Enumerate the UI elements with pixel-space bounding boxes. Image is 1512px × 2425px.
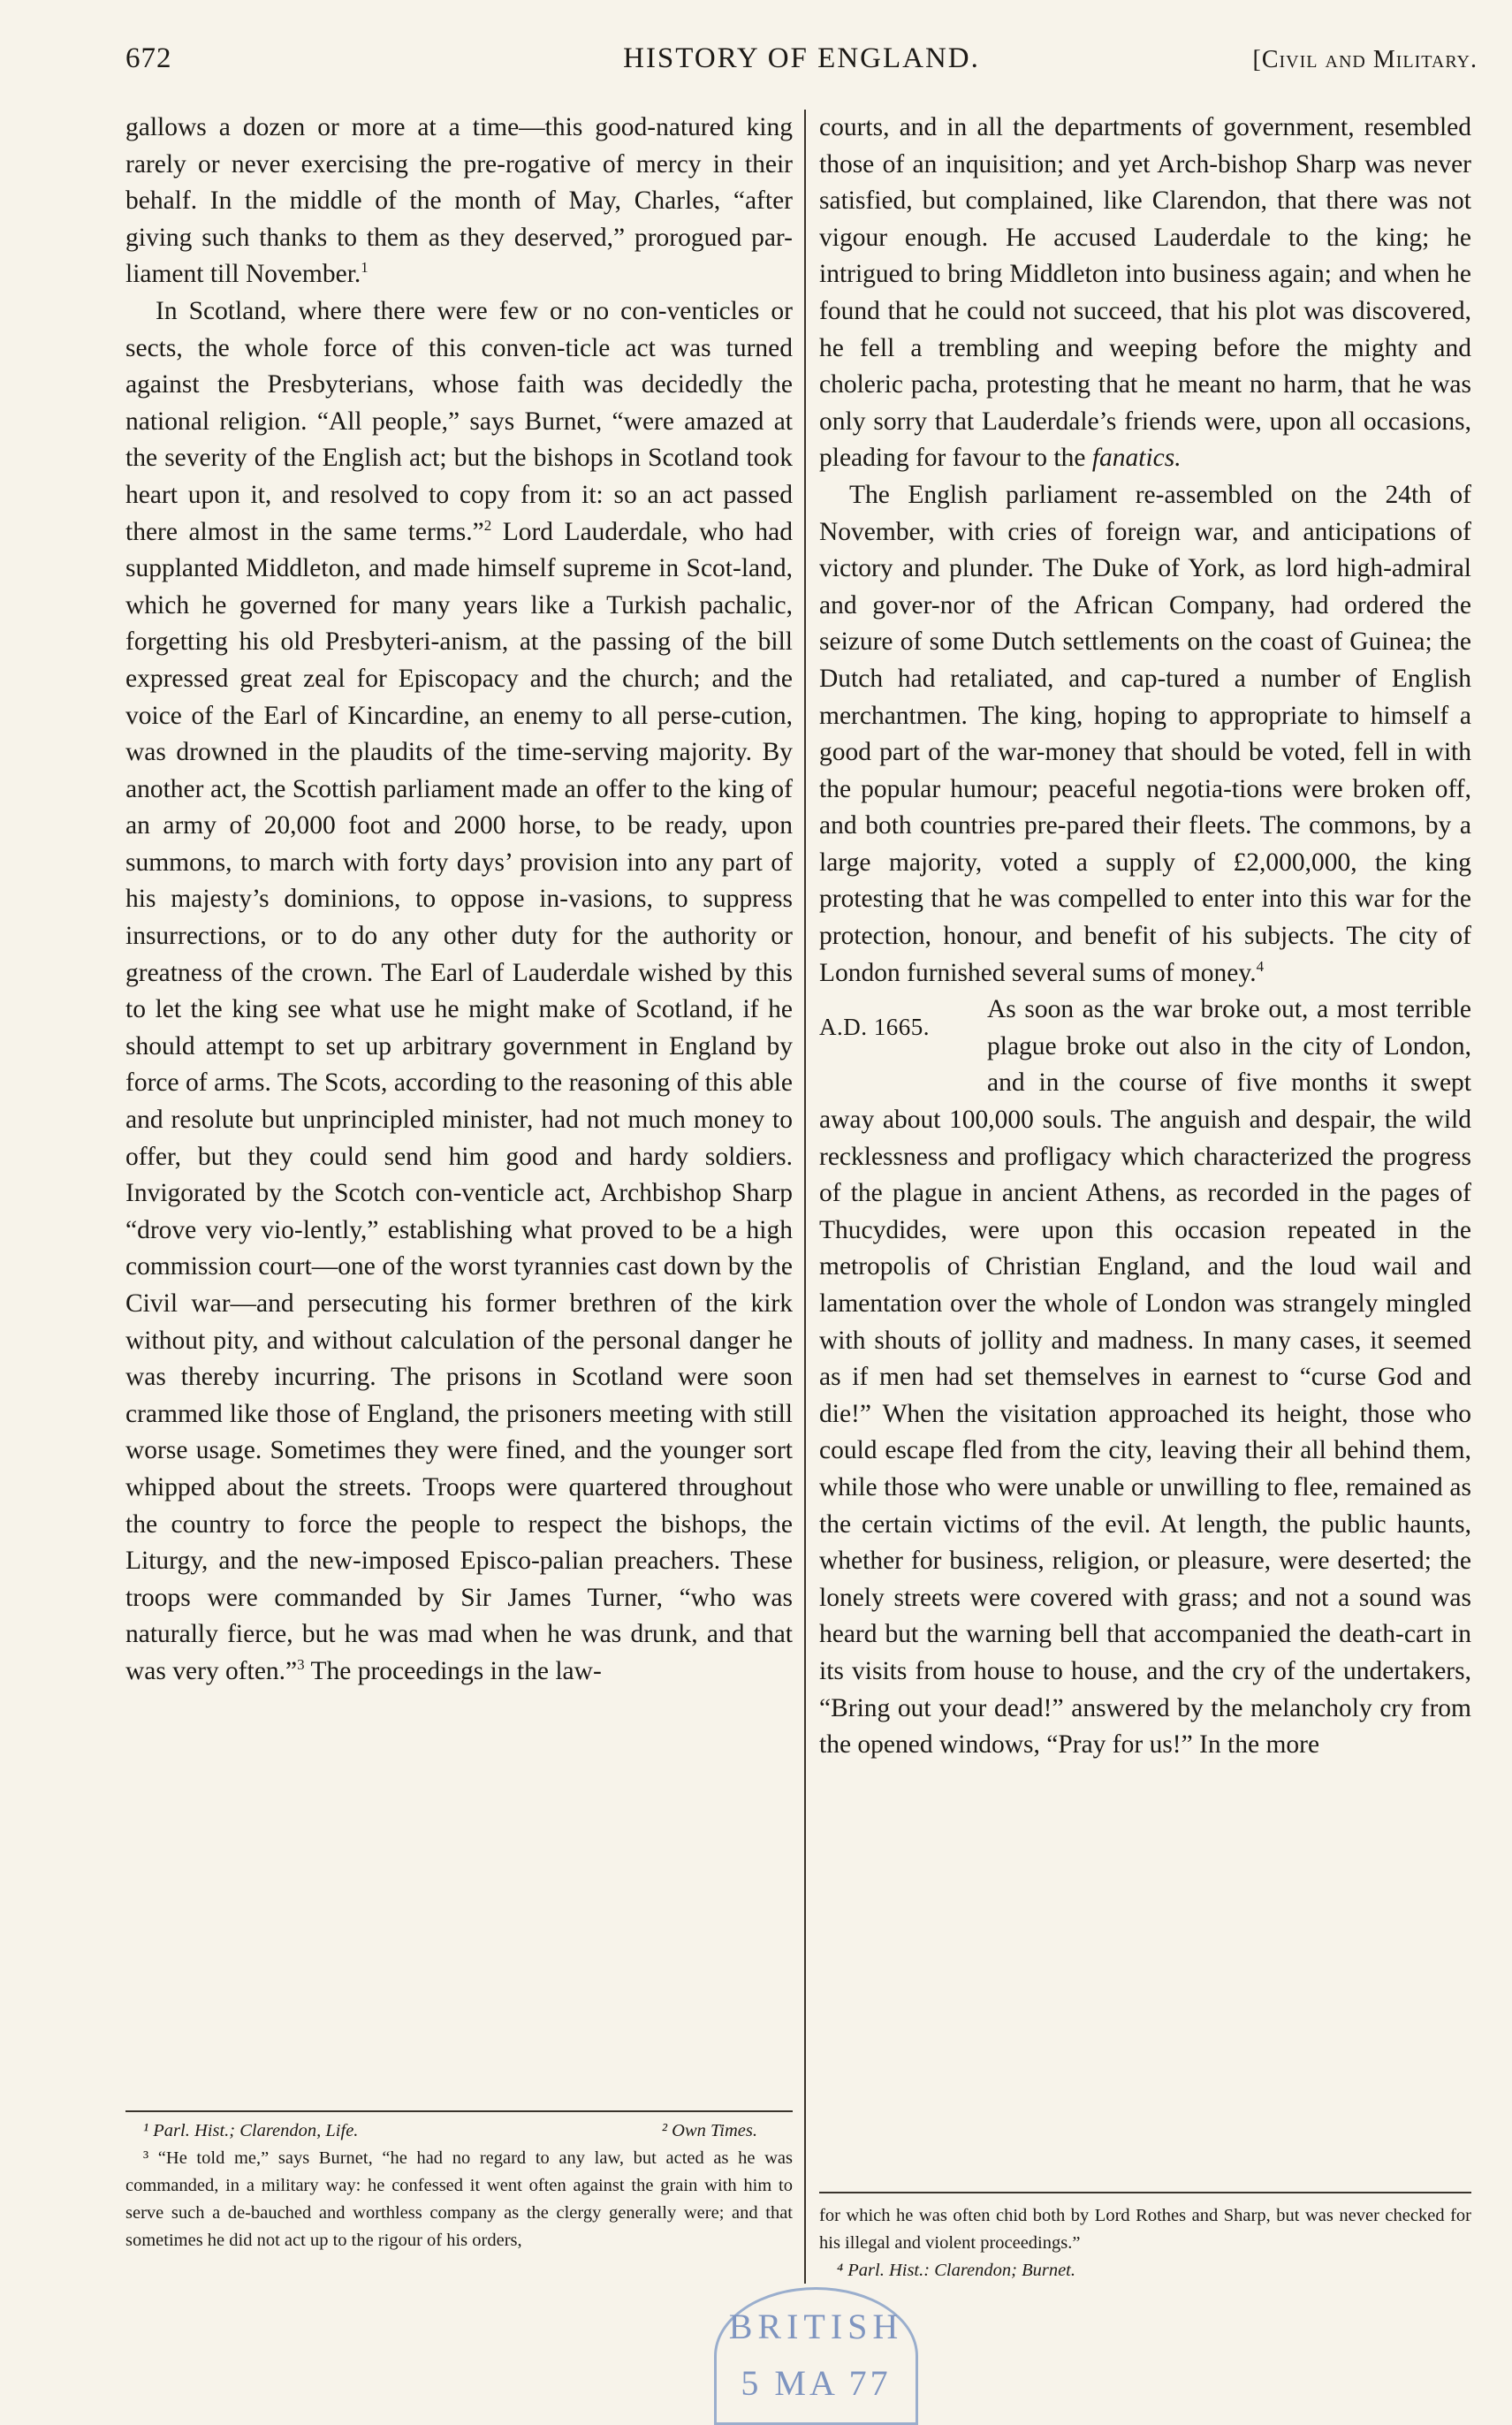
footnote: ² Own Times. [661,2121,757,2140]
paragraph: In Scotland, where there were few or no con-venticles or sects, the whole force of this conven-ticle act was turned against the Presbyterians, whose faith was decidedly the national religion. “All people,” says Burnet, “were amazed at the severity of the English act; but the bishops in Scotland took heart upon it, and resolved to copy from it: so an act passed there almost in the same terms.”$^2$ Lord Lauderdale, who had supplanted Middleton, and made himself supreme in Scot-land, which he governed for many years like a Turkish pachalic, forgetting his old Presbyteri-anism, at the passing of the bill expressed great zeal for Episcopacy and the church; and the voice of the Earl of Kincardine, an enemy to all perse-cution, was drowned in the plaudits of the time-serving majority. By another act, the Scottish parliament made an offer to the king of an army of 20,000 foot and 2000 horse, to be ready, upon summons, to march with forty days’ provision into any part of his majesty’s dominions, to oppose in-vasions, to suppress insurrections, or to do any other duty for the authority or greatness of the crown. The Earl of Lauderdale wished by this to let the king see what use he might make of Scotland, if he should attempt to set up arbitrary government in England by force of arms. The Scots, according to the reasoning of this able and resolute but unprincipled minister, had not much money to offer, but they could send him good and hardy soldiers. Invigorated by the Scotch con-venticle act, Archbishop Sharp “drove very vio-lently,” establishing what proved to be a high commission court—one of the worst tyrannies cast down by the Civil war—and persecuting his former brethren of the kirk without pity, and without calculation of the personal danger he was thereby incurring. The prisons in Scotland were soon crammed like those of England, the prisoners meeting with still worse usage. Sometimes they were fined, and the younger sort whipped about the streets. Troops were quartered throughout the country to force the people to respect the bishops, the Liturgy, and the new-imposed Episco-palian preachers. These troops were commanded by Sir James Turner, “who was naturally fierce, but he was mad when he was drunk, and that was very often.”$^3$ The proceedings in the law- [125,296,793,1685]
footnote-marker[interactable]: 2 [483,516,492,534]
footnote: ³ “He told me,” says Burnet, “he had no regard to any law, but acted as he was commanded, in a military way: he confessed it went often against the grain with him to serve such a de-bauched and worthless company as the clergy generally were; and that sometimes he did not act up to the rigour of his orders, [125,2148,793,2250]
right-column [819,110,1471,1764]
footnote: for which he was often chid both by Lord Rothes and Sharp, but was never checked for his illegal and violent proceedings.” [819,2206,1471,2253]
footnote-marker[interactable]: 4 [1256,957,1265,975]
page-number: 672 [125,42,172,74]
running-header [125,42,1478,87]
left-column [125,110,793,1691]
library-stamp: BRITISH 5 MA 77 [714,2287,918,2425]
footnote: ⁴ Parl. Hist.: Clarendon; Burnet. [837,2261,1076,2280]
paragraph: gallows a dozen or more at a time—this good-natured king rarely or never exercising the pre-rogative of mercy in their behalf. In the middle of the month of May, Charles, “after giving such thanks to them as they deserved,” prorogued par-liament till November.$^1$ [125,113,793,289]
footnote-row [125,2117,793,2145]
column-divider [804,110,806,2284]
margin-year: A.D. 1665. [819,1014,930,1041]
paragraph: A.D. 1665. As soon as the war broke out, a most terrible plague broke out also in the city of London, and in the course of five months it swept away about 100,000 souls. The anguish and despair, the wild recklessness and profligacy which characterized the progress of the plague in ancient Athens, as recorded in the pages of Thucydides, were upon this occasion repeated in the metropolis of Christian England, and the loud wail and lamentation over the whole of London was strangely mingled with shouts of jollity and madness. In many cases, it seemed as if men had set themselves in earnest to “curse God and die!” When the visitation approached its height, those who could escape fled from the city, leaving their all behind them, while those who were unable or unwilling to flee, remained as the certain victims of the evil. At length, the public haunts, whether for business, religion, or pleasure, were deserted; the lonely streets were covered with grass; and not a sound was heard but the warning bell that accompanied the death-cart in its visits from house to house, and the cry of the undertakers, “Bring out your dead!” answered by the melancholy cry from the opened windows, “Pray for us!” In the more [819,992,1471,1763]
section-label: [Civil and Military. [1252,46,1478,73]
footnotes-right [819,2192,1471,2284]
footnote-marker[interactable]: 3 [297,1656,305,1674]
paragraph: courts, and in all the departments of government, resembled those of an inquisition; and yet Arch-bishop Sharp was never satisfied, but complained, like Clarendon, that there was not vigour enough. He accused Lauderdale to the king; he intrigued to bring Middleton into business again; and when he found that he could not succeed, that his plot was discovered, he fell a trembling and weeping before the mighty and choleric pacha, protesting that he meant no harm, that he was only sorry that Lauderdale’s friends were, upon all occasions, pleading for favour to the fanatics. [819,113,1471,473]
footnote: ¹ Parl. Hist.; Clarendon, Life. [143,2121,359,2140]
running-title: HISTORY OF ENGLAND. [623,42,980,74]
footnote-marker[interactable]: 1 [361,259,369,277]
paragraph: The English parliament re-assembled on the 24th of November, with cries of foreign war, and anticipations of victory and plunder. The Duke of York, as lord high-admiral and gover-nor of the African Company, had ordered the seizure of some Dutch settlements on the coast of Guinea; the Dutch had retaliated, and cap-tured a number of English merchantmen. The king, hoping to appropriate to himself a good part of the war-money that should be voted, fell in with the popular humour; peaceful negotia-tions were broken off, and both countries pre-pared their fleets. The commons, by a large majority, voted a supply of £2,000,000, the king protesting that he was compelled to enter into this war for the protection, honour, and benefit of his subjects. The city of London furnished several sums of money.$^4$ [819,480,1471,987]
footnotes-left [125,2110,793,2254]
